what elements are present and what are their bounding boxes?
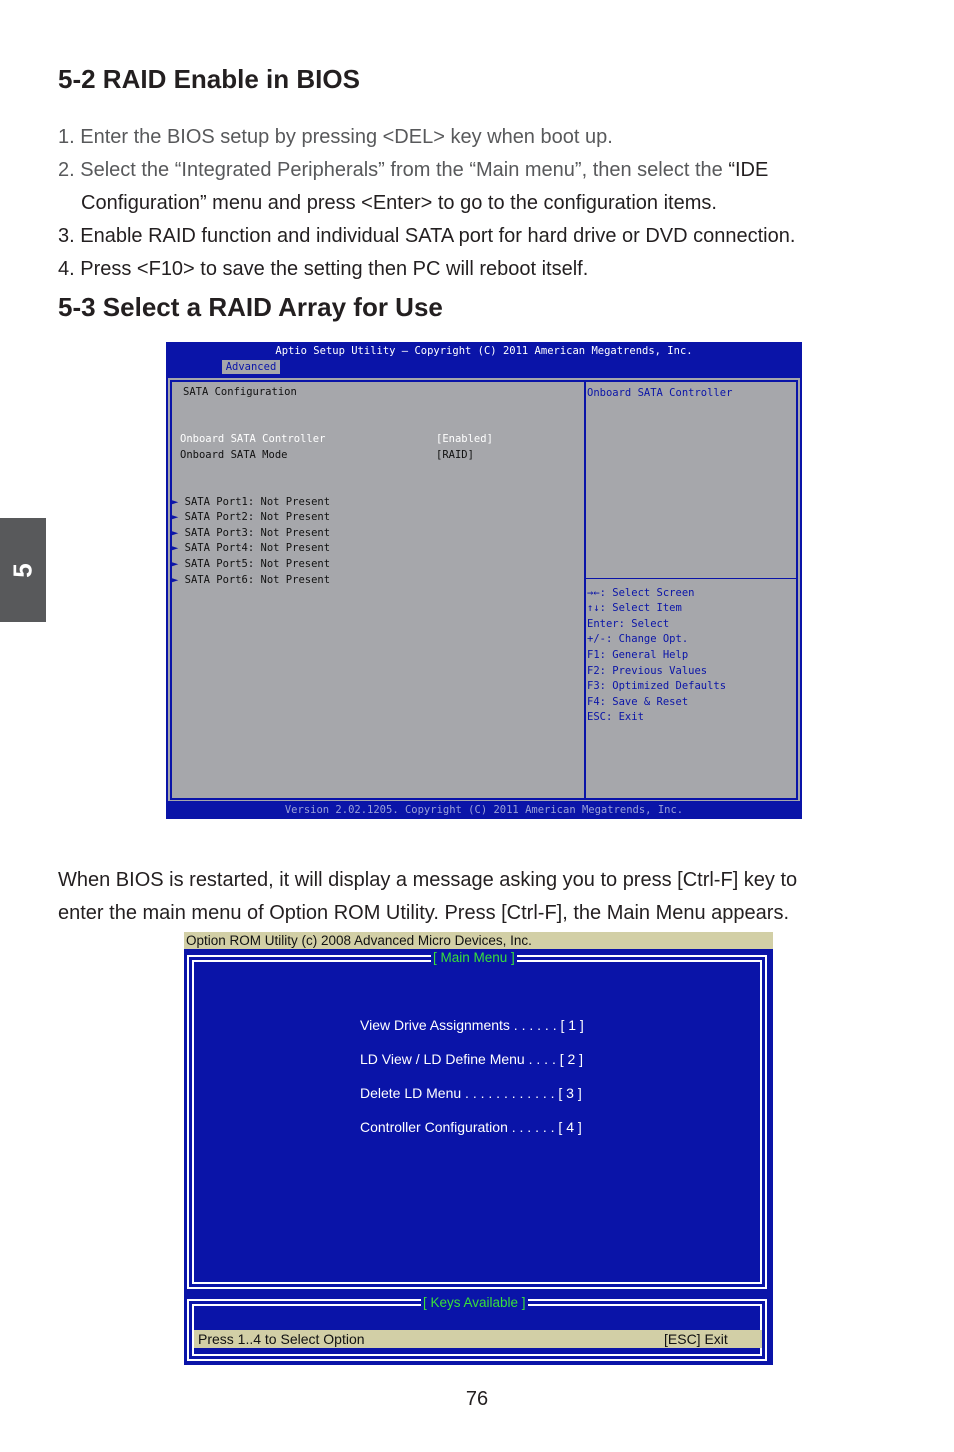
key-hint-select-item: ↑↓: Select Item <box>587 602 682 614</box>
esc-exit-hint: [ESC] Exit <box>664 1331 728 1347</box>
setting-label-sata-mode[interactable]: Onboard SATA Mode <box>180 449 288 461</box>
chapter-tab <box>0 518 46 622</box>
paragraph-line-1: When BIOS is restarted, it will display a message asking you to press [Ctrl-F] key to <box>58 869 798 891</box>
sata-port-1[interactable]: ► SATA Port1: Not Present <box>172 496 331 508</box>
submenu-arrow-icon: ► <box>172 542 179 554</box>
key-hint-change-opt: +/-: Change Opt. <box>587 633 689 645</box>
sata-port-6[interactable]: ► SATA Port6: Not Present <box>172 574 331 586</box>
step-2: 2. Select the “Integrated Peripherals” from the “Main menu”, then select the “IDE <box>58 159 769 181</box>
bios-panel <box>168 378 800 801</box>
key-hint-f4: F4: Save & Reset <box>587 696 689 708</box>
sata-port-2[interactable]: ► SATA Port2: Not Present <box>172 511 331 523</box>
main-menu-title: [ Main Menu ] <box>433 950 515 965</box>
status-bar <box>194 1330 762 1348</box>
submenu-arrow-icon: ► <box>172 558 179 570</box>
menu-item-ld-view-define[interactable]: LD View / LD Define Menu . . . . [ 2 ] <box>360 1051 584 1067</box>
bios-footer: Version 2.02.1205. Copyright (C) 2011 American Megatrends, Inc. <box>284 804 684 816</box>
help-title: Onboard SATA Controller <box>587 387 733 399</box>
submenu-arrow-icon: ► <box>172 496 179 508</box>
bios-screenshot <box>166 342 802 819</box>
bios-page-title: SATA Configuration <box>183 386 297 398</box>
key-hint-esc: ESC: Exit <box>587 711 644 723</box>
sata-port-3[interactable]: ► SATA Port3: Not Present <box>172 527 331 539</box>
step-2-tail: “IDE <box>728 159 769 181</box>
step-4: 4. Press <F10> to save the setting then PC will reboot itself. <box>58 258 589 280</box>
key-hint-f2: F2: Previous Values <box>587 665 708 677</box>
paragraph-line-2: enter the main menu of Option ROM Utility. Press [Ctrl-F], the Main Menu appears. <box>58 902 790 924</box>
keys-available-title: [ Keys Available ] <box>423 1295 526 1310</box>
help-divider <box>584 578 798 579</box>
step-1: 1. Enter the BIOS setup by pressing <DEL> key when boot up. <box>58 126 613 148</box>
menu-item-view-drive-assignments[interactable]: View Drive Assignments . . . . . . [ 1 ] <box>360 1017 584 1033</box>
sata-port-5[interactable]: ► SATA Port5: Not Present <box>172 558 331 570</box>
page-number: 76 <box>465 1388 489 1410</box>
setting-value-sata-mode[interactable]: [RAID] <box>436 449 474 461</box>
key-hint-f1: F1: General Help <box>587 649 689 661</box>
section-heading-raid-enable: 5-2 RAID Enable in BIOS <box>58 64 360 94</box>
section-heading-raid-array: 5-3 Select a RAID Array for Use <box>58 292 443 322</box>
submenu-arrow-icon: ► <box>172 574 179 586</box>
step-2-continuation: Configuration” menu and press <Enter> to go to the configuration items. <box>81 192 717 214</box>
key-hint-enter: Enter: Select <box>587 618 670 630</box>
bios-header <box>166 342 802 378</box>
menu-item-delete-ld[interactable]: Delete LD Menu . . . . . . . . . . . . [ 3 ] <box>360 1085 582 1101</box>
bios-title: Aptio Setup Utility – Copyright (C) 2011 American Megatrends, Inc. <box>275 345 693 357</box>
status-hint: Press 1..4 to Select Option <box>198 1331 365 1347</box>
key-hint-select-screen: →←: Select Screen <box>587 587 695 599</box>
submenu-arrow-icon: ► <box>172 527 179 539</box>
submenu-arrow-icon: ► <box>172 511 179 523</box>
sata-port-4[interactable]: ► SATA Port4: Not Present <box>172 542 331 554</box>
option-rom-screenshot <box>184 932 773 1365</box>
step-3: 3. Enable RAID function and individual SATA port for hard drive or DVD connection. <box>58 225 796 247</box>
setting-value-sata-controller[interactable]: [Enabled] <box>436 433 493 445</box>
tab-advanced[interactable]: Advanced <box>222 360 280 374</box>
setting-label-sata-controller[interactable]: Onboard SATA Controller <box>180 433 326 445</box>
menu-item-controller-configuration[interactable]: Controller Configuration . . . . . . [ 4 ] <box>360 1119 582 1135</box>
key-hint-f3: F3: Optimized Defaults <box>587 680 727 692</box>
chapter-number: 5 <box>7 562 38 578</box>
option-rom-title: Option ROM Utility (c) 2008 Advanced Micro Devices, Inc. <box>184 932 773 949</box>
